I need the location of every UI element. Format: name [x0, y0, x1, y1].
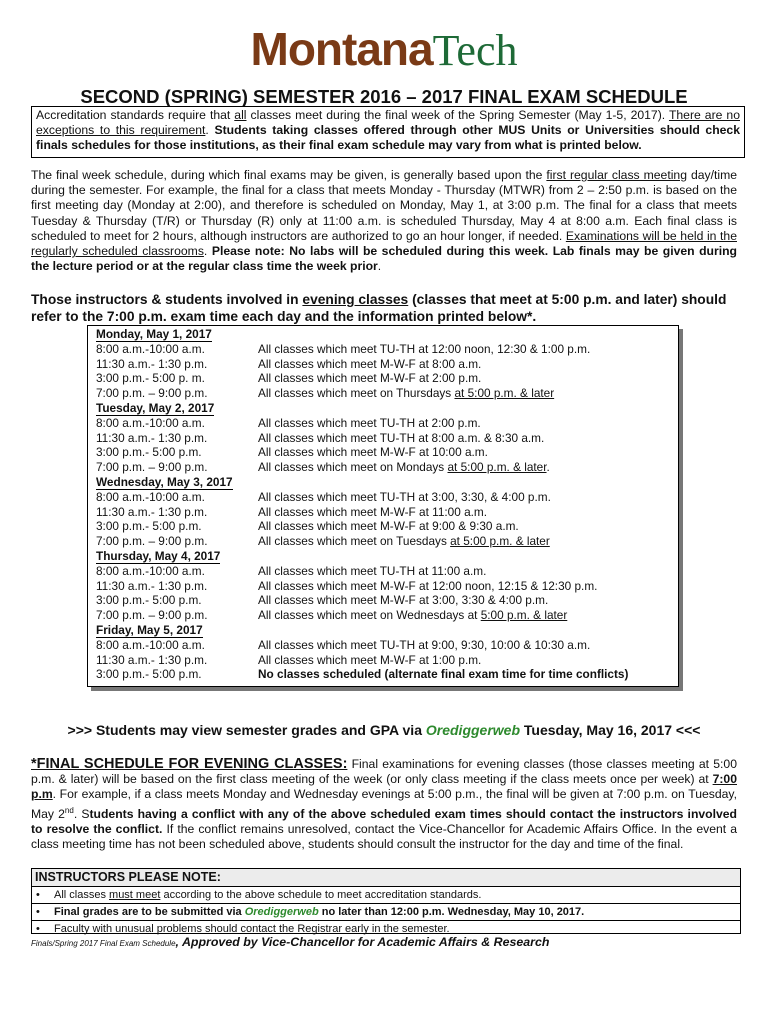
intro-text-underline: Examinations will be held in the regularly scheduled classrooms [31, 228, 737, 259]
exam-time: 3:00 p.m.- 5:00 p.m. [96, 667, 202, 682]
schedule-row [88, 371, 678, 386]
exam-time: 11:30 a.m.- 1:30 p.m. [96, 578, 208, 593]
exam-description [258, 386, 554, 401]
intro-text: . [377, 259, 382, 274]
orediggerweb-link[interactable]: Orediggerweb [244, 906, 319, 918]
exam-schedule-table [87, 325, 679, 687]
exam-description-underline: at 5:00 p.m. & later [450, 534, 550, 549]
instructors-note-item [32, 903, 740, 920]
exam-time: 7:00 p.m. – 9:00 p.m. [96, 386, 208, 401]
grades-notice [0, 722, 768, 738]
exam-description: All classes which meet M-W-F at 12:00 noon, 12:15 & 12:30 p.m. [258, 578, 598, 593]
exam-description: All classes which meet TU-TH at 9:00, 9:30, 10:00 & 10:30 a.m. [258, 637, 591, 652]
exam-time: 7:00 p.m. – 9:00 p.m. [96, 534, 208, 549]
schedule-row [88, 638, 678, 653]
footer-filename: Finals/Spring 2017 Final Exam Schedule [31, 939, 176, 948]
grades-date: Tuesday, May 16, 2017 [520, 722, 673, 738]
footer [31, 935, 549, 949]
day-label: Monday, May 1, 2017 [96, 327, 212, 341]
footer-approval: , Approved by Vice-Chancellor for Academic Affairs & Research [175, 935, 550, 949]
grades-text: >>> Students may view semester grades and GPA via [67, 722, 426, 738]
grades-text: <<< [672, 722, 701, 738]
schedule-row [88, 357, 678, 372]
schedule-row [88, 386, 678, 401]
page-title: SECOND (SPRING) SEMESTER 2016 – 2017 FINAL EXAM SCHEDULE [80, 86, 688, 107]
exam-description-text: All classes which meet on Mondays [258, 460, 448, 475]
schedule-row [88, 431, 678, 446]
note-text: no later than 12:00 p.m. Wednesday, May 10, 2017. [318, 906, 585, 918]
schedule-row [88, 564, 678, 579]
exam-description: No classes scheduled (alternate final exam time for time conflicts) [258, 667, 629, 682]
montana-tech-logo [0, 22, 768, 76]
evening-final-heading: *FINAL SCHEDULE FOR EVENING CLASSES: [31, 756, 348, 772]
exam-time: 8:00 a.m.-10:00 a.m. [96, 637, 205, 652]
exam-time: 7:00 p.m. – 9:00 p.m. [96, 460, 208, 475]
exam-description-underline: at 5:00 p.m. & later [454, 386, 555, 401]
exam-description: All classes which meet M-W-F at 8:00 a.m. [258, 356, 482, 371]
orediggerweb-link[interactable]: Orediggerweb [425, 722, 521, 738]
schedule-row [88, 534, 678, 549]
intro-text: The final week schedule, during which final exams may be given, is generally based upon the [31, 168, 547, 182]
accreditation-text-underline: all [234, 108, 247, 122]
exam-description [258, 608, 567, 623]
schedule-day-heading [88, 327, 678, 342]
schedule-row [88, 505, 678, 520]
exam-time: 3:00 p.m.- 5:00 p.m. [96, 593, 202, 608]
exam-description-text: All classes which meet on Wednesdays at [258, 608, 481, 623]
exam-time: 8:00 a.m.-10:00 a.m. [96, 415, 205, 430]
exam-description: All classes which meet TU-TH at 8:00 a.m. & 8:30 a.m. [258, 430, 545, 445]
exam-description: All classes which meet TU-TH at 3:00, 3:30, & 4:00 p.m. [258, 489, 551, 504]
note-text: according to the above schedule to meet accreditation standards. [160, 889, 482, 901]
exam-description-underline: 5:00 p.m. & later [480, 608, 568, 623]
exam-time: 11:30 a.m.- 1:30 p.m. [96, 430, 208, 445]
instructors-note-box [31, 868, 741, 934]
exam-time: 11:30 a.m.- 1:30 p.m. [96, 652, 208, 667]
exam-description-text: . [546, 460, 550, 475]
intro-text-underline: first regular class meeting [546, 168, 687, 182]
evening-final-time: 7:00 p.m [31, 772, 737, 802]
exam-description: All classes which meet M-W-F at 1:00 p.m. [258, 652, 482, 667]
evening-final-text: If the conflict remains unresolved, contact the Vice-Chancellor for Academic Affairs Office. In the event a class meeting time has not been scheduled above, students should consult the instructor for the day and time of the final. [31, 821, 737, 852]
schedule-row [88, 608, 678, 623]
evening-heading-underline: evening classes [302, 292, 409, 307]
instructors-note-heading: INSTRUCTORS PLEASE NOTE: [32, 869, 740, 887]
exam-time: 3:00 p.m.- 5:00 p.m. [96, 445, 202, 460]
schedule-day-heading [88, 475, 678, 490]
schedule-day-heading [88, 549, 678, 564]
accreditation-text: classes meet during the final week of the Spring Semester (May 1-5, 2017). [246, 108, 669, 122]
exam-time: 3:00 p.m.- 5:00 p. m. [96, 371, 205, 386]
evening-final-text: . S [73, 806, 90, 821]
exam-time: 3:00 p.m.- 5:00 p.m. [96, 519, 202, 534]
accreditation-text-bold: Students taking classes offered through other MUS Units or Universities should check finals schedules for those institutions, as their final exam schedule may vary from what is printed below. [36, 123, 740, 153]
evening-heading-text: (classes that meet at 5:00 p.m. and later) should refer to the 7:00 p.m. exam time each day and the information printed below*. [31, 292, 727, 324]
schedule-row [88, 416, 678, 431]
schedule-day-heading [88, 623, 678, 638]
evening-final-schedule [31, 757, 737, 852]
accreditation-text-underline: There are no exceptions to this requirement [36, 108, 740, 138]
logo-brand-sub: Tech [432, 26, 518, 75]
evening-final-bold: tudents having a conflict with any of the above scheduled exam times should contact the instructors involved to resolve the conflict. [31, 806, 737, 836]
accreditation-text: Accreditation standards require that [36, 108, 235, 122]
exam-description: All classes which meet TU-TH at 11:00 a.m. [258, 563, 487, 578]
note-text: Final grades are to be submitted via [54, 906, 245, 918]
schedule-row [88, 460, 678, 475]
exam-description: All classes which meet TU-TH at 2:00 p.m. [258, 415, 481, 430]
schedule-row [88, 490, 678, 505]
instructors-note-text: Faculty with unusual problems should contact the Registrar early in the semester. [54, 923, 450, 935]
note-text-underline: must meet [109, 889, 161, 901]
bullet-icon: • [36, 889, 40, 901]
exam-time: 8:00 a.m.-10:00 a.m. [96, 489, 205, 504]
accreditation-text: . [205, 123, 215, 138]
exam-time: 11:30 a.m.- 1:30 p.m. [96, 504, 208, 519]
logo-brand-main: Montana [250, 23, 433, 75]
exam-description: All classes which meet TU-TH at 12:00 noon, 12:30 & 1:00 p.m. [258, 341, 591, 356]
bullet-icon: • [36, 923, 40, 935]
exam-description: All classes which meet M-W-F at 10:00 a.m. [258, 445, 488, 460]
exam-description: All classes which meet M-W-F at 11:00 a.m. [258, 504, 488, 519]
evening-final-text: Final examinations for evening classes (those classes meeting at 5:00 p.m. & later) will be based on the first class meeting of the week (or only class meeting if the class meets once per week) at [31, 757, 737, 787]
exam-description-text: All classes which meet on Thursdays [258, 386, 455, 401]
day-label: Thursday, May 4, 2017 [96, 548, 221, 563]
evening-heading-text: Those instructors & students involved in [31, 292, 303, 307]
schedule-row [88, 519, 678, 534]
schedule-row [88, 579, 678, 594]
exam-description [258, 534, 550, 549]
intro-paragraph [31, 168, 737, 274]
schedule-row [88, 445, 678, 460]
exam-description-underline: at 5:00 p.m. & later [447, 460, 547, 475]
schedule-day-heading [88, 401, 678, 416]
exam-time: 8:00 a.m.-10:00 a.m. [96, 341, 205, 356]
schedule-row [88, 653, 678, 668]
exam-description: All classes which meet M-W-F at 9:00 & 9:30 a.m. [258, 519, 519, 534]
schedule-row [88, 667, 678, 682]
intro-text: . [203, 244, 212, 259]
exam-time: 8:00 a.m.-10:00 a.m. [96, 563, 205, 578]
intro-text-bold: Please note: No labs will be scheduled during this week. Lab finals may be given during the lecture period or at the regular class time the week prior [31, 244, 738, 274]
day-label: Wednesday, May 3, 2017 [96, 474, 233, 489]
exam-description: All classes which meet M-W-F at 3:00, 3:30 & 4:00 p.m. [258, 593, 549, 608]
intro-text: day/time during the semester. For example, the final for a class that meets Monday - Thursday (MTWR) from 2 – 2:50 p.m. is based on the first meeting day (Monday at 2:00), and therefore is scheduled on Monday, May 1, at 3:00 p.m. The final for a class that meets Tuesday & Thursday (T/R) or Thursday (R) only at 11:00 a.m. is scheduled Thursday, May 4 at 8:00 a.m. Each final class is scheduled to meet for 2 hours, although instructors are authorized to go an hour longer, if needed. [31, 168, 738, 243]
accreditation-notice [31, 106, 745, 158]
exam-time: 7:00 p.m. – 9:00 p.m. [96, 608, 208, 623]
exam-time: 11:30 a.m.- 1:30 p.m. [96, 356, 208, 371]
evening-classes-heading [31, 291, 741, 325]
day-label: Tuesday, May 2, 2017 [96, 400, 215, 415]
exam-description [258, 460, 550, 475]
schedule-row [88, 342, 678, 357]
exam-description-text: All classes which meet on Tuesdays [258, 534, 451, 549]
evening-final-sup: nd [64, 805, 74, 815]
instructors-note-text [54, 904, 584, 920]
bullet-icon: • [36, 906, 40, 918]
schedule-row [88, 593, 678, 608]
day-label: Friday, May 5, 2017 [96, 622, 203, 637]
instructors-note-item [32, 887, 740, 903]
exam-description: All classes which meet M-W-F at 2:00 p.m. [258, 371, 482, 386]
evening-final-text: . For example, if a class meets Monday and Wednesday evenings at 5:00 p.m., the final will be given at 7:00 p.m. on Tuesday, May 2 [31, 787, 737, 821]
note-text: All classes [54, 889, 110, 901]
instructors-note-text [54, 887, 481, 903]
